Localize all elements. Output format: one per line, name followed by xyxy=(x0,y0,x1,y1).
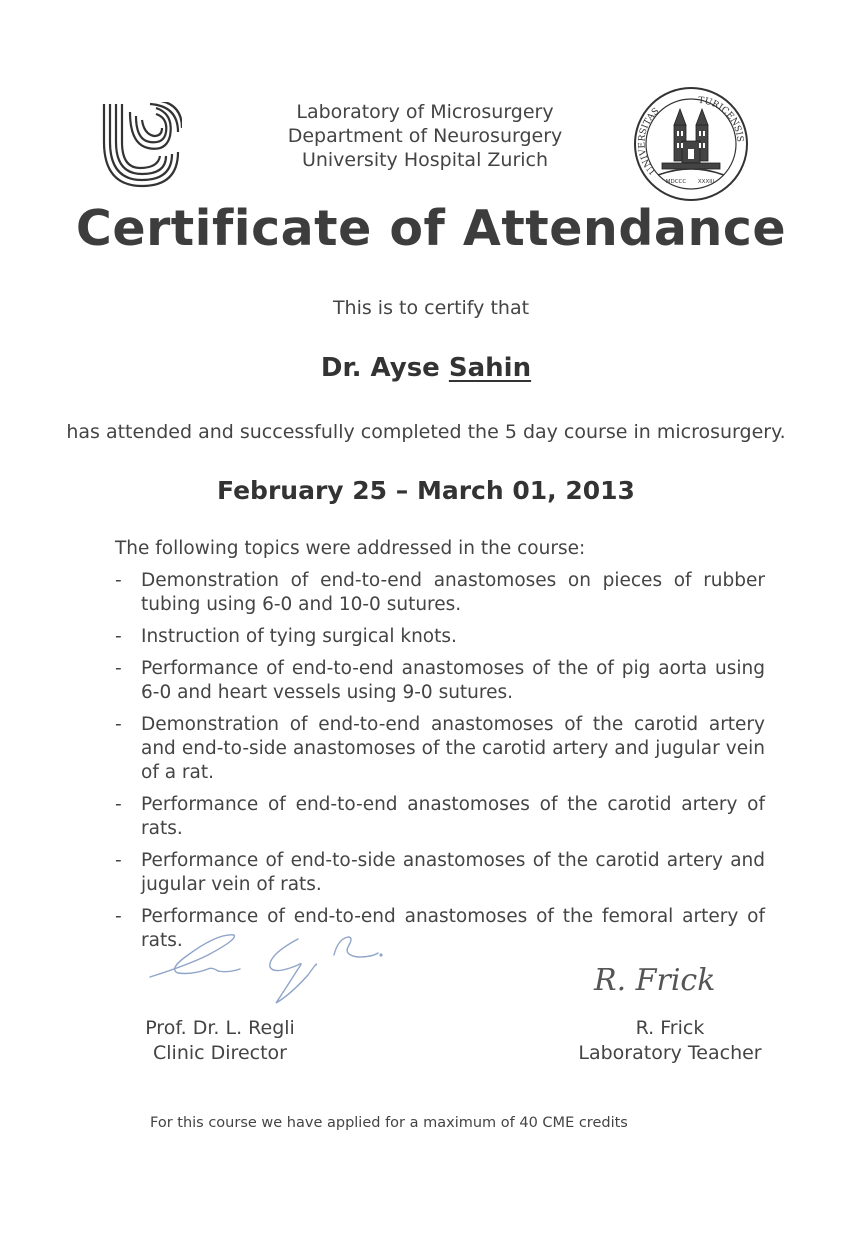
list-item: - Performance of end-to-end anastomoses of the carotid artery of rats. xyxy=(115,794,765,839)
list-item: - Performance of end-to-end anastomoses of the femoral artery of rats. xyxy=(115,906,765,951)
signature-frick-text: R. Frick xyxy=(594,963,716,998)
list-item: - Instruction of tying surgical knots. xyxy=(115,626,457,647)
signatory-left-role: Clinic Director xyxy=(153,1042,287,1064)
attendance-statement: has attended and successfully completed the 5 day course in microsurgery. xyxy=(66,421,786,443)
topic-text: Demonstration of end-to-end anastomoses of the carotid artery and end-to-side anastomoses of the carotid artery and jugular vein of a rat. xyxy=(141,714,765,783)
institution-header xyxy=(250,100,600,172)
list-item: - Demonstration of end-to-end anastomoses on pieces of rubber tubing using 6-0 and 10-0 sutures. xyxy=(115,570,765,615)
recipient-surname: Sahin xyxy=(448,353,532,383)
signatory-right-name: R. Frick xyxy=(635,1017,705,1039)
topic-text: Demonstration of end-to-end anastomoses on pieces of rubber tubing using 6-0 and 10-0 sutures. xyxy=(141,570,765,615)
signature-frick xyxy=(592,950,732,1005)
recipient-name xyxy=(0,353,852,383)
signatory-left xyxy=(120,1016,320,1066)
topics-section xyxy=(115,537,765,961)
topics-list xyxy=(115,569,765,953)
recipient-prefix: Dr. Ayse xyxy=(320,353,440,383)
topic-text: Performance of end-to-end anastomoses of the carotid artery of rats. xyxy=(141,794,765,839)
seal-year-left: MDCCC xyxy=(665,179,687,185)
university-hospital-logo xyxy=(100,102,182,190)
certify-text: This is to certify that xyxy=(332,297,530,319)
list-item: - Performance of end-to-side anastomoses of the carotid artery and jugular vein of rats. xyxy=(115,850,765,895)
topic-text: Performance of end-to-end anastomoses of the femoral artery of rats. xyxy=(141,906,765,951)
header-line-1: Laboratory of Microsurgery xyxy=(296,101,554,123)
signature-regli xyxy=(148,925,388,1010)
seal-text-left: UNIVERSITAS xyxy=(637,106,662,176)
course-dates: February 25 – March 01, 2013 xyxy=(217,476,635,505)
header-line-2: Department of Neurosurgery xyxy=(287,125,563,147)
signatory-right xyxy=(570,1016,770,1066)
topic-text: Instruction of tying surgical knots. xyxy=(141,626,457,647)
seal-text-right: TURICENSIS xyxy=(697,95,745,143)
seal-year-right: XXXIII xyxy=(697,179,715,185)
list-item: - Performance of end-to-end anastomoses of the of pig aorta using 6-0 and heart vessels using 9-0 sutures. xyxy=(115,658,765,703)
certificate-title: Certificate of Attendance xyxy=(75,200,787,257)
header-line-3: University Hospital Zurich xyxy=(301,149,549,171)
topic-text: Performance of end-to-side anastomoses of the carotid artery and jugular vein of rats. xyxy=(141,850,765,895)
university-seal xyxy=(632,85,750,203)
list-item: - Demonstration of end-to-end anastomoses of the carotid artery and end-to-side anastomoses of the carotid artery and jugular vein of a rat. xyxy=(115,714,765,783)
signatory-left-name: Prof. Dr. L. Regli xyxy=(145,1017,295,1039)
topics-intro: The following topics were addressed in the course: xyxy=(115,538,586,559)
signatory-right-role: Laboratory Teacher xyxy=(578,1042,762,1064)
cme-credits-note: For this course we have applied for a maximum of 40 CME credits xyxy=(150,1115,628,1131)
topic-text: Performance of end-to-end anastomoses of the of pig aorta using 6-0 and heart vessels using 9-0 sutures. xyxy=(141,658,765,703)
